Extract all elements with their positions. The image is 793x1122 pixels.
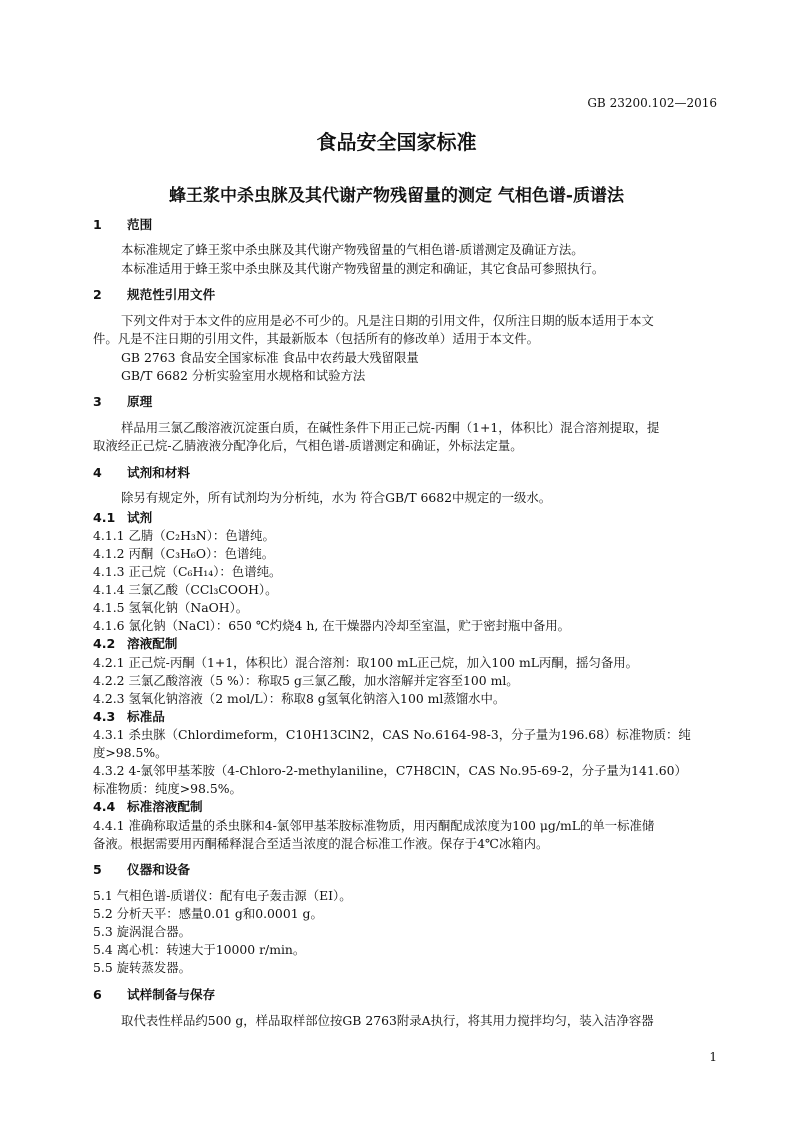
clause-item: 5.2 分析天平：感量0.01 g和0.0001 g。	[93, 906, 323, 921]
section-2-heading	[93, 286, 215, 304]
section-3-heading	[93, 393, 152, 411]
paragraph-line: 件。凡是不注日期的引用文件，其最新版本（包括所有的修改单）适用于本文件。	[93, 331, 540, 346]
paragraph-line: 样品用三氯乙酸溶液沉淀蛋白质，在碱性条件下用正己烷-丙酮（1+1，体积比）混合溶剂提取，提	[121, 420, 660, 435]
page-number: 1	[709, 1050, 717, 1064]
clause-item-continued: 度>98.5%。	[93, 745, 168, 760]
section-title: 试样制备与保存	[127, 987, 216, 1002]
subsection-4-3-heading	[93, 708, 165, 726]
section-title: 规范性引用文件	[127, 287, 216, 302]
section-title: 原理	[127, 394, 153, 409]
paragraph-line: 本标准适用于蜂王浆中杀虫脒及其代谢产物残留量的测定和确证，其它食品可参照执行。	[121, 261, 605, 276]
subsection-number: 4.3	[93, 709, 116, 724]
reference-item: GB 2763 食品安全国家标准 食品中农药最大残留限量	[121, 350, 419, 365]
section-number: 6	[93, 987, 102, 1002]
subsection-title: 标准品	[127, 709, 165, 724]
clause-item: 4.2.2 三氯乙酸溶液（5 %）：称取5 g三氯乙酸，加水溶解并定容至100 ml。	[93, 673, 519, 688]
clause-item: 4.1.3 正己烷（C₆H₁₄）：色谱纯。	[93, 564, 282, 579]
section-5-heading	[93, 861, 190, 879]
standard-number: GB 23200.102—2016	[587, 96, 717, 110]
paragraph-line: 除另有规定外，所有试剂均为分析纯，水为 符合GB/T 6682中规定的一级水。	[121, 490, 552, 505]
clause-item: 4.1.1 乙腈（C₂H₃N）：色谱纯。	[93, 528, 275, 543]
subsection-number: 4.4	[93, 799, 116, 814]
section-4-heading	[93, 464, 190, 482]
clause-item: 4.2.1 正己烷-丙酮（1+1，体积比）混合溶剂：取100 mL正己烷，加入100 mL丙酮，摇匀备用。	[93, 655, 639, 670]
document-subtitle: 蜂王浆中杀虫脒及其代谢产物残留量的测定 气相色谱-质谱法	[169, 186, 624, 206]
section-number: 5	[93, 862, 102, 877]
paragraph-line: 取液经正己烷-乙腈液液分配净化后，气相色谱-质谱测定和确证，外标法定量。	[93, 438, 523, 453]
clause-item: 4.1.5 氢氧化钠（NaOH）。	[93, 600, 249, 615]
section-title: 仪器和设备	[127, 862, 190, 877]
clause-item: 5.4 离心机：转速大于10000 r/min。	[93, 942, 306, 957]
clause-item: 4.2.3 氢氧化钠溶液（2 mol/L）：称取8 g氢氧化钠溶入100 ml蒸馏水中。	[93, 691, 506, 706]
subsection-4-2-heading	[93, 635, 177, 653]
clause-item-continued: 备液。根据需要用丙酮稀释混合至适当浓度的混合标准工作液。保存于4℃冰箱内。	[93, 836, 549, 851]
subsection-title: 标准溶液配制	[127, 799, 203, 814]
subsection-title: 溶液配制	[127, 636, 178, 651]
subsection-4-4-heading	[93, 798, 203, 816]
section-title: 试剂和材料	[127, 465, 190, 480]
section-title: 范围	[127, 217, 153, 232]
clause-item: 4.3.1 杀虫脒（Chlordimeform，C10H13ClN2，CAS No.6164-98-3，分子量为196.68）标准物质：纯	[93, 727, 691, 742]
clause-item: 4.1.6 氯化钠（NaCl）：650 ℃灼烧4 h, 在干燥器内冷却至室温，贮于密封瓶中备用。	[93, 618, 571, 633]
document-title: 食品安全国家标准	[316, 130, 477, 154]
clause-item: 4.4.1 准确称取适量的杀虫脒和4-氯邻甲基苯胺标准物质，用丙酮配成浓度为100 μg/mL的单一标准储	[93, 818, 655, 833]
clause-item: 4.1.2 丙酮（C₃H₆O）：色谱纯。	[93, 546, 275, 561]
reference-item: GB/T 6682 分析实验室用水规格和试验方法	[121, 368, 366, 383]
section-1-heading	[93, 216, 152, 234]
subsection-4-1-heading	[93, 509, 152, 527]
section-number: 2	[93, 287, 102, 302]
section-number: 4	[93, 465, 102, 480]
clause-item-continued: 标准物质：纯度>98.5%。	[93, 781, 242, 796]
paragraph-line: 取代表性样品约500 g，样品取样部位按GB 2763附录A执行，将其用力搅拌均匀，装入洁净容器	[121, 1013, 654, 1028]
section-number: 3	[93, 394, 102, 409]
clause-item: 5.1 气相色谱-质谱仪：配有电子轰击源（EI）。	[93, 888, 352, 903]
subsection-number: 4.2	[93, 636, 116, 651]
clause-item: 5.5 旋转蒸发器。	[93, 960, 191, 975]
section-6-heading	[93, 986, 215, 1004]
subsection-title: 试剂	[127, 510, 153, 525]
section-number: 1	[93, 217, 102, 232]
clause-item: 4.3.2 4-氯邻甲基苯胺（4-Chloro-2-methylaniline，C7H8ClN，CAS No.95-69-2，分子量为141.60）	[93, 763, 687, 778]
paragraph-line: 下列文件对于本文件的应用是必不可少的。凡是注日期的引用文件，仅所注日期的版本适用于本文	[121, 313, 654, 328]
subsection-number: 4.1	[93, 510, 116, 525]
clause-item: 5.3 旋涡混合器。	[93, 924, 191, 939]
clause-item: 4.1.4 三氯乙酸（CCl₃COOH）。	[93, 582, 278, 597]
paragraph-line: 本标准规定了蜂王浆中杀虫脒及其代谢产物残留量的气相色谱-质谱测定及确证方法。	[121, 242, 584, 257]
